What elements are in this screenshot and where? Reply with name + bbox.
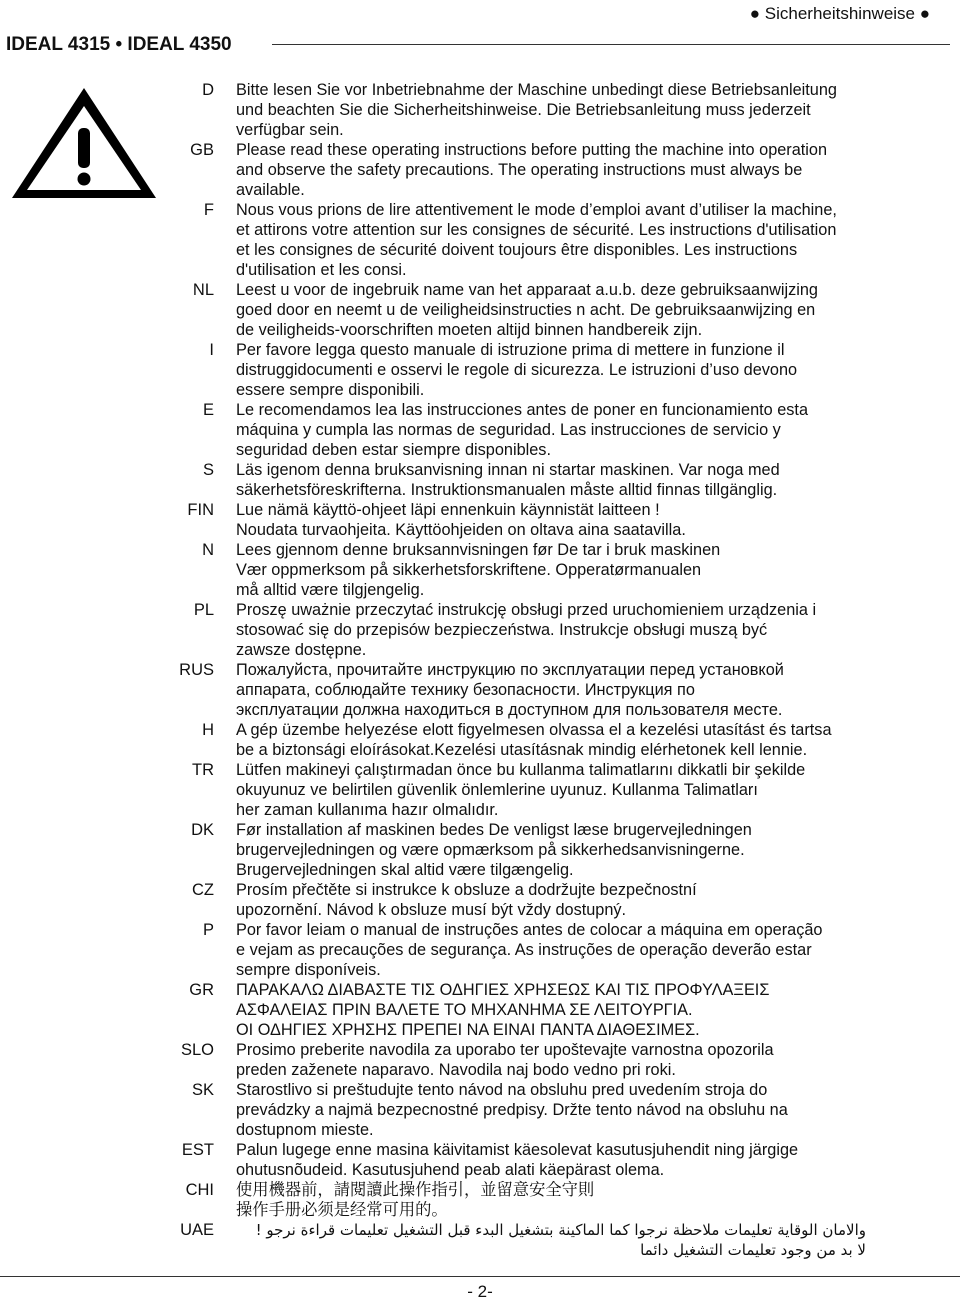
language-code: E — [202, 401, 214, 419]
language-code: GB — [190, 141, 214, 159]
instruction-text: Før installation af maskinen bedes De venligst læse brugervejledningen brugervejledningen og være opmærksom på sikkerhedsanvisningerne. Brugervejledningen skal altid være tilgængelig. — [236, 821, 752, 879]
instruction-item-f — [178, 200, 948, 280]
instruction-text: Leest u voor de ingebruik name van het apparaat a.u.b. deze gebruiksaanwijzing goed door en neemt u de veiligheidsinstructies n acht. De gebruiksaanwijzing en de veiligheids-voorschriften moeten altijd binnen handbereik zijn. — [236, 281, 818, 339]
header-divider — [272, 44, 950, 45]
instruction-text: Le recomendamos lea las instrucciones antes de poner en funcionamiento esta máquina y cumpla las normas de seguridad. Las instrucciones de servicio y seguridad deben estar siempre disponibles. — [236, 401, 808, 459]
instruction-text: Bitte lesen Sie vor Inbetriebnahme der Maschine unbedingt diese Betriebsanleitung und beachten Sie die Sicherheitshinweise. Die Betriebsanleitung muss jederzeit verfügbar sein. — [236, 81, 837, 139]
instruction-item-gb — [178, 140, 948, 200]
language-code: I — [209, 341, 214, 359]
model-title: IDEAL 4315 • IDEAL 4350 — [6, 34, 232, 55]
language-code: CZ — [192, 881, 214, 899]
instruction-item-h — [178, 720, 948, 760]
language-code: RUS — [179, 661, 214, 679]
language-code: NL — [192, 281, 214, 299]
language-code: GR — [189, 981, 214, 999]
language-code: N — [202, 541, 214, 559]
instruction-text: Пожалуйста, прочитайте инструкцию по эксплуатации перед установкой аппарата, соблюдайте технику безопасности. Инструкция по эксплуатации должна находиться в доступном для пользователя месте. — [236, 661, 784, 719]
instruction-item-fin — [178, 500, 948, 540]
safety-instructions-list — [178, 80, 948, 1260]
language-code: P — [202, 921, 214, 939]
instruction-text: Per favore legga questo manuale di istruzione prima di mettere in funzione il distruggidocumenti e osservi le regole di sicurezza. Le istruzioni d’uso devono essere sempre disponibili. — [236, 341, 798, 399]
language-code: UAE — [180, 1221, 214, 1239]
instruction-item-s — [178, 460, 948, 500]
language-code: S — [202, 461, 214, 479]
page-number: - 2- — [467, 1282, 493, 1301]
instruction-text: A gép üzembe helyezése elott figyelmesen olvassa el a kezelési utasítást és tartsa be a biztonsági eloírásokat.Kezelési utasításnak mindig elérhetonek kell lennie. — [236, 721, 832, 759]
instruction-item-uae — [178, 1220, 948, 1260]
language-code: TR — [192, 761, 214, 779]
instruction-text: Proszę uważnie przeczytać instrukcję obsługi przed uruchomieniem urządzenia i stosować się do przepisów bezpieczeństwa. Instrukcje obsługi muszą być zawsze dostępne. — [236, 601, 817, 659]
instruction-item-d — [178, 80, 948, 140]
section-title: ● Sicherheitshinweise ● — [749, 4, 930, 23]
instruction-item-tr — [178, 760, 948, 820]
instruction-item-slo — [178, 1040, 948, 1080]
instruction-text: Lue nämä käyttö-ohjeet läpi ennenkuin käynnistät laitteen ! Noudata turvaohjeita. Käyttöohjeiden on oltava aina saatavilla. — [236, 501, 686, 539]
instruction-text: Palun lugege enne masina käivitamist käesolevat kasutusjuhendit ning järgige ohutusnõudeid. Kasutusjuhend peab alati käepärast olema. — [236, 1141, 799, 1179]
instruction-item-cz — [178, 880, 948, 920]
instruction-item-est — [178, 1140, 948, 1180]
instruction-text: Prosím přečtěte si instrukce k obsluze a dodržujte bezpečnostní upozornění. Návod k obsluze musí být vždy dostupný. — [236, 881, 697, 919]
instruction-item-rus — [178, 660, 948, 720]
instruction-text: Lees gjennom denne bruksannvisningen før De tar i bruk maskinen Vær oppmerksom på sikkerhetsforskriftene. Opperatørmanualen må alltid være tilgjengelig. — [236, 541, 721, 599]
instruction-item-pl — [178, 600, 948, 660]
instruction-text: Por favor leiam o manual de instruções antes de colocar a máquina em operação e vejam as precauções de segurança. As instruções de operação deverão estar sempre disponíveis. — [236, 921, 823, 979]
warning-triangle-icon — [8, 84, 160, 202]
instruction-item-i — [178, 340, 948, 400]
language-code: D — [202, 81, 214, 99]
instruction-text: Prosimo preberite navodila za uporabo ter upoštevajte varnostna opozorila preden zaženete naparavo. Navodila naj bodo vedno pri roki. — [236, 1041, 774, 1079]
language-code: CHI — [185, 1181, 214, 1199]
instruction-text: والامان الوقاية تعليمات ملاحظة نرجوا كما الماكينة بتشغيل البدء قبل التشغيل تعليمات قراءة نرجو ! لا بد من وجود تعليمات التشغيل دائما — [255, 1221, 866, 1259]
instruction-text: Lütfen makineyi çalıştırmadan önce bu kullanma talimatlarını dikkatli bir şekilde okuyunuz ve belirtilen güvenlik önlemlerine uyunuz. Kullanma Talimatları her zaman kullanıma hazır olmalıdır. — [236, 761, 806, 819]
language-code: DK — [191, 821, 214, 839]
instruction-text: Nous vous prions de lire attentivement le mode d’emploi avant d’utiliser la machine, et attirons votre attention sur les consignes de sécurité. Les instructions d'utilisation et les consignes de sécurité doivent toujours être disponibles. Les instructions d'utilisation et les consi. — [236, 201, 837, 279]
instruction-item-chi — [178, 1180, 948, 1220]
instruction-item-nl — [178, 280, 948, 340]
instruction-item-n — [178, 540, 948, 600]
instruction-item-e — [178, 400, 948, 460]
instruction-text: Please read these operating instructions before putting the machine into operation and observe the safety precautions. The operating instructions must always be available. — [236, 141, 828, 199]
instruction-item-sk — [178, 1080, 948, 1140]
language-code: SLO — [180, 1041, 214, 1059]
language-code: PL — [193, 601, 214, 619]
instruction-text: Starostlivo si preštudujte tento návod na obsluhu pred uvedením stroja do prevádzky a najmä bezpecnostné predpisy. Držte tento návod na obsluhu na dostupnom mieste. — [236, 1081, 788, 1139]
instruction-item-dk — [178, 820, 948, 880]
instruction-item-p — [178, 920, 948, 980]
language-code: H — [202, 721, 214, 739]
instruction-text: ΠΑΡΑΚΑΛΩ ΔΙΑΒΑΣΤΕ ΤΙΣ ΟΔΗΓΙΕΣ ΧΡΗΣΕΩΣ ΚΑΙ ΤΙΣ ΠΡΟΦΥΛΑΞΕΙΣ ΑΣΦΑΛΕΙΑΣ ΠΡΙΝ ΒΑΛΕΤΕ ΤΟ ΜΗΧΑΝΗΜΑ ΣΕ ΛΕΙΤΟΥΡΓΙΑ. ΟΙ ΟΔΗΓΙΕΣ ΧΡΗΣΗΣ ΠΡΕΠΕΙ ΝΑ ΕΙΝΑΙ ΠΑΝΤΑ ΔΙΑΘΕΣΙΜΕΣ. — [236, 981, 770, 1039]
instruction-text: 使用機器前，請閱讀此操作指引，並留意安全守則 操作手册必须是经常可用的。 — [236, 1181, 595, 1219]
language-code: F — [203, 201, 214, 219]
instruction-text: Läs igenom denna bruksanvisning innan ni startar maskinen. Var noga med säkerhetsföreskrifterna. Instruktionsmanualen måste alltid finnas tillgänglig. — [236, 461, 780, 499]
footer-divider — [0, 1276, 960, 1277]
language-code: EST — [181, 1141, 214, 1159]
language-code: SK — [191, 1081, 214, 1099]
instruction-item-gr — [178, 980, 948, 1040]
language-code: FIN — [187, 501, 214, 519]
